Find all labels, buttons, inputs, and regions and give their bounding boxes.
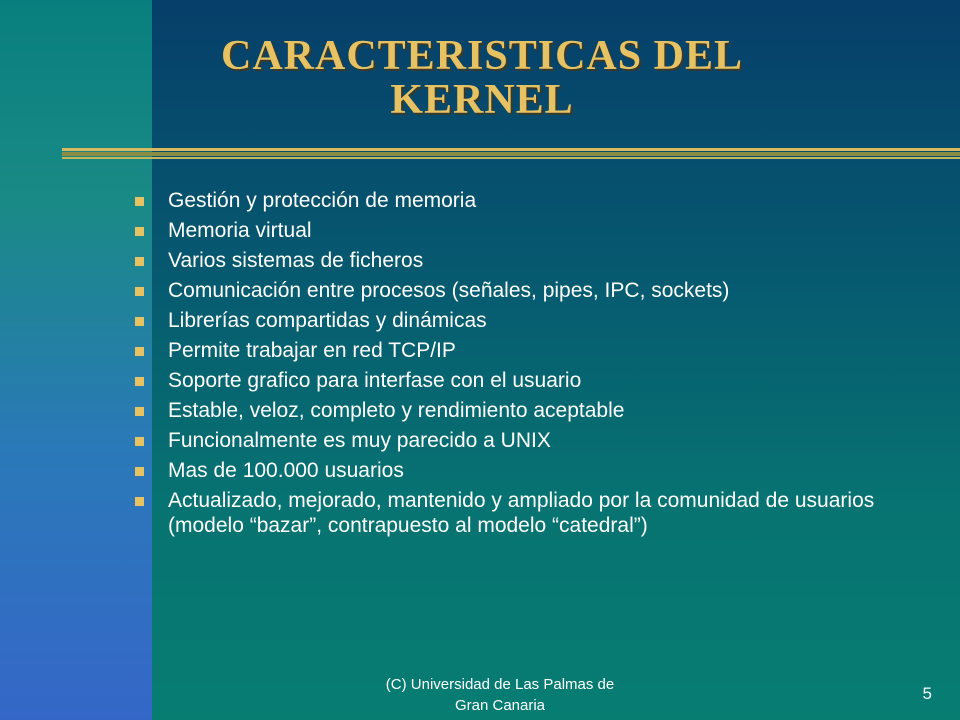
square-bullet-icon [135, 197, 144, 206]
square-bullet-icon [135, 287, 144, 296]
bullet-text: Librerías compartidas y dinámicas [168, 309, 487, 332]
bullet-text: Permite trabajar en red TCP/IP [168, 339, 456, 362]
square-bullet-icon [135, 347, 144, 356]
bullet-item [132, 308, 942, 333]
bullet-item [132, 218, 942, 243]
bullet-text: Mas de 100.000 usuarios [168, 459, 404, 482]
footer-copyright [340, 674, 660, 716]
bullet-text: Comunicación entre procesos (señales, pipes, IPC, sockets) [168, 279, 730, 302]
bullet-item [132, 458, 942, 483]
bullet-text: Varios sistemas de ficheros [168, 249, 424, 272]
bullet-item [132, 488, 942, 538]
square-bullet-icon [135, 317, 144, 326]
footer-line-2: Gran Canaria [454, 697, 546, 714]
slide-title-line-1: CARACTERISTICAS DEL [221, 33, 743, 79]
bullet-item [132, 278, 942, 303]
title-divider-middle [62, 152, 960, 156]
square-bullet-icon [135, 377, 144, 386]
bullet-item [132, 428, 942, 453]
square-bullet-icon [135, 257, 144, 266]
slide-title [152, 34, 812, 122]
square-bullet-icon [135, 497, 144, 506]
bullet-text: Memoria virtual [168, 219, 312, 242]
square-bullet-icon [135, 467, 144, 476]
footer-line-1: (C) Universidad de Las Palmas de [385, 676, 615, 693]
title-divider-bottom [62, 157, 960, 159]
bullet-item [132, 398, 942, 423]
bullet-item [132, 368, 942, 393]
bullet-item [132, 248, 942, 273]
square-bullet-icon [135, 227, 144, 236]
bullet-item [132, 338, 942, 363]
bullet-text: Soporte grafico para interfase con el usuario [168, 369, 582, 392]
bullet-text: Estable, veloz, completo y rendimiento aceptable [168, 399, 625, 422]
bullet-text: Actualizado, mejorado, mantenido y ampliado por la comunidad de usuarios (modelo “bazar”, contrapuesto al modelo “catedral”) [168, 489, 875, 537]
bullet-text: Funcionalmente es muy parecido a UNIX [168, 429, 551, 452]
square-bullet-icon [135, 437, 144, 446]
title-divider-top [62, 148, 960, 151]
square-bullet-icon [135, 407, 144, 416]
slide-title-line-2: KERNEL [390, 77, 574, 123]
bullet-text: Gestión y protección de memoria [168, 189, 477, 212]
bullet-list [132, 188, 942, 543]
left-decorative-band [0, 0, 152, 720]
bullet-item [132, 188, 942, 213]
page-number: 5 [922, 684, 932, 703]
